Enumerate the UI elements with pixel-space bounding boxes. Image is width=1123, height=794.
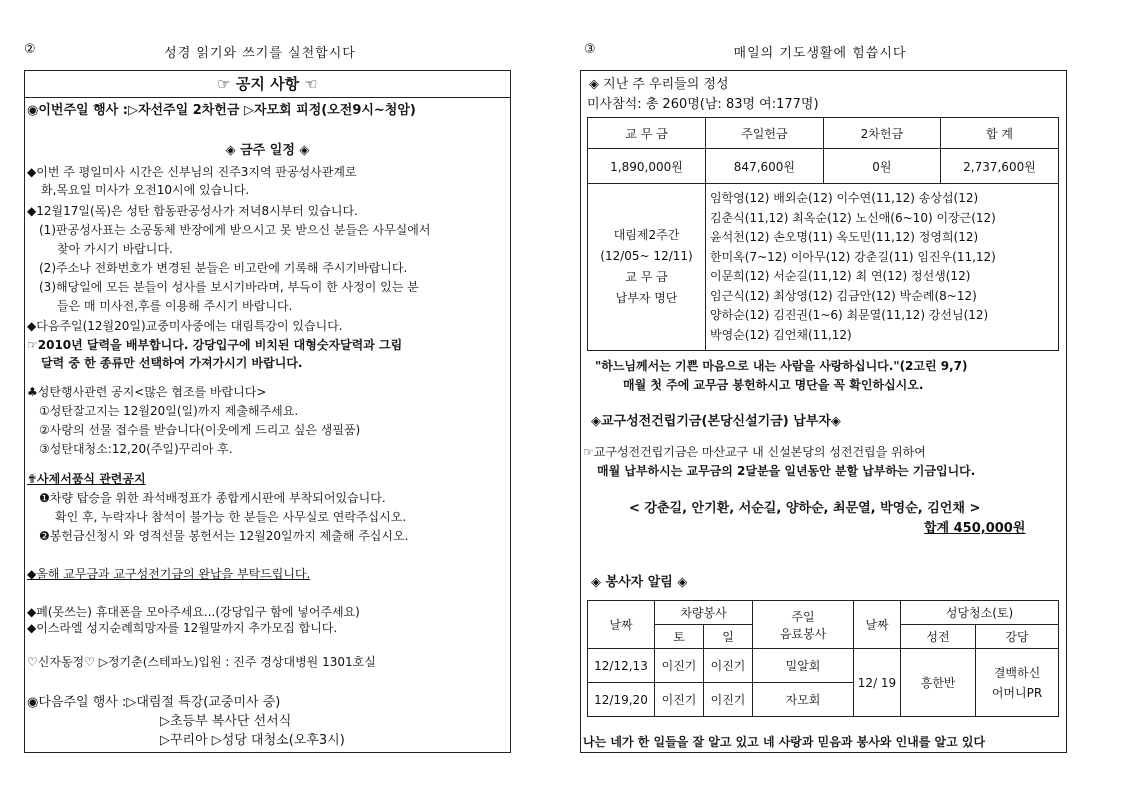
notice-line: ◆폐(못쓰는) 휴대폰을 모아주세요...(강당입구 함에 넣어주세요) xyxy=(27,605,360,619)
notice-line: ③성탄대청소:12,20(주일)꾸리아 후. xyxy=(39,442,233,456)
notice-line: 들은 매 미사전,후를 이용해 주시기 바랍니다. xyxy=(57,299,293,313)
page-header-left: 성경 읽기와 쓰기를 실천합시다 xyxy=(164,46,356,61)
table-header-cell: 합 계 xyxy=(940,118,1058,149)
table-header-cell: 2차헌금 xyxy=(823,118,940,149)
fund-names: < 강춘길, 안기환, 서순길, 양하순, 최문열, 박영순, 김언채 > xyxy=(629,501,981,516)
table-header-cell: 주일헌금 xyxy=(706,118,824,149)
table-cell: 이진기 xyxy=(704,649,753,683)
table-cell: 이진기 xyxy=(704,683,753,717)
page-header-right: 매일의 기도생활에 힘씁시다 xyxy=(733,46,907,61)
fund-total: 합계 450,000원 xyxy=(924,521,1026,536)
offering-panel xyxy=(580,70,1067,753)
notice-line: ▷꾸리아 ▷성당 대청소(오후3시) xyxy=(160,733,345,748)
table-cell-line: 결백하신 xyxy=(993,665,1041,680)
list-item: 임학영(12) 배외순(12) 이수연(11,12) 송상섭(12) xyxy=(710,191,979,205)
table-header-cell: 성전 xyxy=(901,625,976,649)
mass-attendance: 미사참석: 총 260명(남: 83명 여:177명) xyxy=(587,97,819,112)
table-cell: 0원 xyxy=(823,149,940,184)
schedule-title: ◈ 금주 일정 ◈ xyxy=(225,143,310,158)
table-header-cell: 교 무 금 xyxy=(588,118,706,149)
page-number-right: ③ xyxy=(584,42,597,57)
notice-line: ❷봉헌금신청시 와 영적선물 봉헌서는 12월20일까지 제출해 주십시오. xyxy=(39,529,409,543)
notice-line: ①성탄잘고지는 12월20일(일)까지 제출해주세요. xyxy=(39,404,299,418)
roster-label-line: (12/05~ 12/11) xyxy=(600,249,693,263)
table-cell: 흥한반 xyxy=(901,649,976,717)
list-item: 윤석천(12) 손오명(11) 옥도민(11,12) 정영희(12) xyxy=(710,230,979,244)
offering-table xyxy=(587,117,1059,351)
this-week-events: ◉이번주일 행사 :▷자선주일 2차헌금 ▷자모회 피정(오전9시~청암) xyxy=(27,103,416,118)
notice-line: (1)판공성사표는 소공동체 반장에게 받으시고 못 받으신 분들은 사무실에서 xyxy=(39,223,431,237)
notice-line: 확인 후, 누락자나 참석이 불가능 한 분들은 사무실로 연락주십시오. xyxy=(55,510,407,524)
list-item: 이문희(12) 서순길(11,12) 최 연(12) 정선생(12) xyxy=(710,269,971,283)
notice-line: ☞2010년 달력을 배부합니다. 강당입구에 비치된 대형숫자달력과 그림 xyxy=(27,338,403,352)
notice-line: (3)해당일에 모든 분들이 성사를 보시기바라며, 부득이 한 사정이 있는 분 xyxy=(39,280,419,294)
table-cell: 1,890,000원 xyxy=(588,149,706,184)
table-cell: 2,737,600원 xyxy=(940,149,1058,184)
notice-line: 찾아 가시기 바랍니다. xyxy=(57,242,173,256)
table-header-line: 주일 xyxy=(791,609,815,624)
table-row xyxy=(588,184,1059,351)
notice-line: ♣성탄행사관련 공지<많은 협조를 바랍니다> xyxy=(27,385,267,399)
next-week-events: ◉다음주일 행사 :▷대림절 특강(교중미사 중) xyxy=(27,695,281,710)
divider xyxy=(25,97,510,98)
table-header-cell: 토 xyxy=(655,625,704,649)
notice-line: 달력 중 한 종류만 선택하여 가져가시기 바랍니다. xyxy=(41,356,303,370)
notice-line: ❶차량 탑승을 위한 좌석배정표가 종합게시판에 부착되어있습니다. xyxy=(39,491,386,505)
notice-line: ◆다음주일(12월20일)교중미사중에는 대림특강이 있습니다. xyxy=(27,319,343,333)
table-cell xyxy=(976,649,1059,717)
notice-line: ✟사제서품식 관련공지 xyxy=(27,472,146,486)
table-header-row xyxy=(588,118,1059,149)
roster-label-line: 납부자 명단 xyxy=(615,291,678,305)
bible-quote: "하느님께서는 기쁜 마음으로 내는 사람을 사랑하십니다."(2고린 9,7) xyxy=(595,359,968,373)
notice-title: ☞ 공지 사항 ☜ xyxy=(217,75,318,93)
notice-line: ◆12월17일(목)은 성탄 합동판공성사가 저녁8시부터 있습니다. xyxy=(27,204,358,218)
footer-quote: 나는 네가 한 일들을 잘 알고 있고 네 사랑과 믿음과 봉사와 인내를 알고 있다 xyxy=(583,735,986,749)
table-cell: 자모회 xyxy=(753,683,854,717)
notice-line: ◆올해 교무금과 교구성전기금의 완납을 부탁드립니다. xyxy=(27,567,311,581)
table-header-row xyxy=(588,601,1059,625)
roster-list xyxy=(706,184,1059,351)
reminder-text: 매월 첫 주에 교무금 봉헌하시고 명단을 꼭 확인하십시오. xyxy=(623,378,924,392)
volunteer-title: ◈ 봉사자 알림 ◈ xyxy=(591,575,688,590)
table-cell: 12/12,13 xyxy=(588,649,655,683)
table-row xyxy=(588,149,1059,184)
notice-line: ②사랑의 선물 접수를 받습니다(이웃에게 드리고 싶은 생필품) xyxy=(39,423,361,437)
table-header-cell: 날짜 xyxy=(588,601,655,649)
notice-line: ◆이번 주 평일미사 시간은 신부님의 진주3지역 판공성사관계로 xyxy=(27,165,357,179)
roster-label-line: 대림제2주간 xyxy=(613,228,680,242)
notice-line: (2)주소나 전화번호가 변경된 분들은 비고란에 기록해 주시기바랍니다. xyxy=(39,261,408,275)
notice-line: 화,목요일 미사가 오전10시에 있습니다. xyxy=(41,183,250,197)
list-item: 한미옥(7~12) 이아무(12) 강춘길(11) 임진우(11,12) xyxy=(710,249,996,264)
table-cell: 이진기 xyxy=(655,683,704,717)
table-header-cell: 강당 xyxy=(976,625,1059,649)
page-number-left: ② xyxy=(24,42,37,57)
table-cell-line: 어머니PR xyxy=(991,685,1043,700)
notice-line: ◆이스라엘 성지순례희망자를 12월말까지 추가모집 합니다. xyxy=(27,621,338,635)
notice-line: ♡신자동정♡ ▷정기춘(스테파노)입원 : 진주 경상대병원 1301호실 xyxy=(27,655,376,669)
table-cell: 847,600원 xyxy=(706,149,824,184)
table-cell: 12/ 19 xyxy=(854,649,901,717)
notice-panel xyxy=(24,70,511,753)
table-header-cell: 일 xyxy=(704,625,753,649)
list-item: 임근식(12) 최상영(12) 김금안(12) 박순례(8~12) xyxy=(710,288,977,303)
table-cell: 밀알회 xyxy=(753,649,854,683)
table-header-cell xyxy=(753,601,854,649)
offering-title: ◈ 지난 주 우리들의 정성 xyxy=(589,77,729,92)
table-header-cell: 성당청소(토) xyxy=(901,601,1059,625)
table-header-line: 음료봉사 xyxy=(779,626,827,641)
roster-label-line: 교 무 금 xyxy=(625,270,668,284)
table-cell: 이진기 xyxy=(655,649,704,683)
notice-line: ▷초등부 복사단 선서식 xyxy=(160,714,292,729)
list-item: 양하순(12) 김진권(1~6) 최문열(11,12) 강선님(12) xyxy=(710,308,989,322)
table-cell: 12/19,20 xyxy=(588,683,655,717)
fund-title: ◈교구성전건립기금(본당신설기금) 납부자◈ xyxy=(591,414,841,429)
table-row xyxy=(588,649,1059,683)
roster-label xyxy=(588,184,706,351)
fund-description: 매월 납부하시는 교무금의 2달분을 일년동안 분할 납부하는 기금입니다. xyxy=(597,464,976,478)
table-header-cell: 차량봉사 xyxy=(655,601,753,625)
list-item: 박영순(12) 김언채(11,12) xyxy=(710,327,852,342)
table-header-cell: 날짜 xyxy=(854,601,901,649)
fund-description: ☞교구성전건립기금은 마산교구 내 신설본당의 성전건립을 위하여 xyxy=(583,445,926,459)
list-item: 김춘식(11,12) 최옥순(12) 노신애(6~10) 이장근(12) xyxy=(710,210,996,225)
volunteer-table xyxy=(587,600,1059,717)
